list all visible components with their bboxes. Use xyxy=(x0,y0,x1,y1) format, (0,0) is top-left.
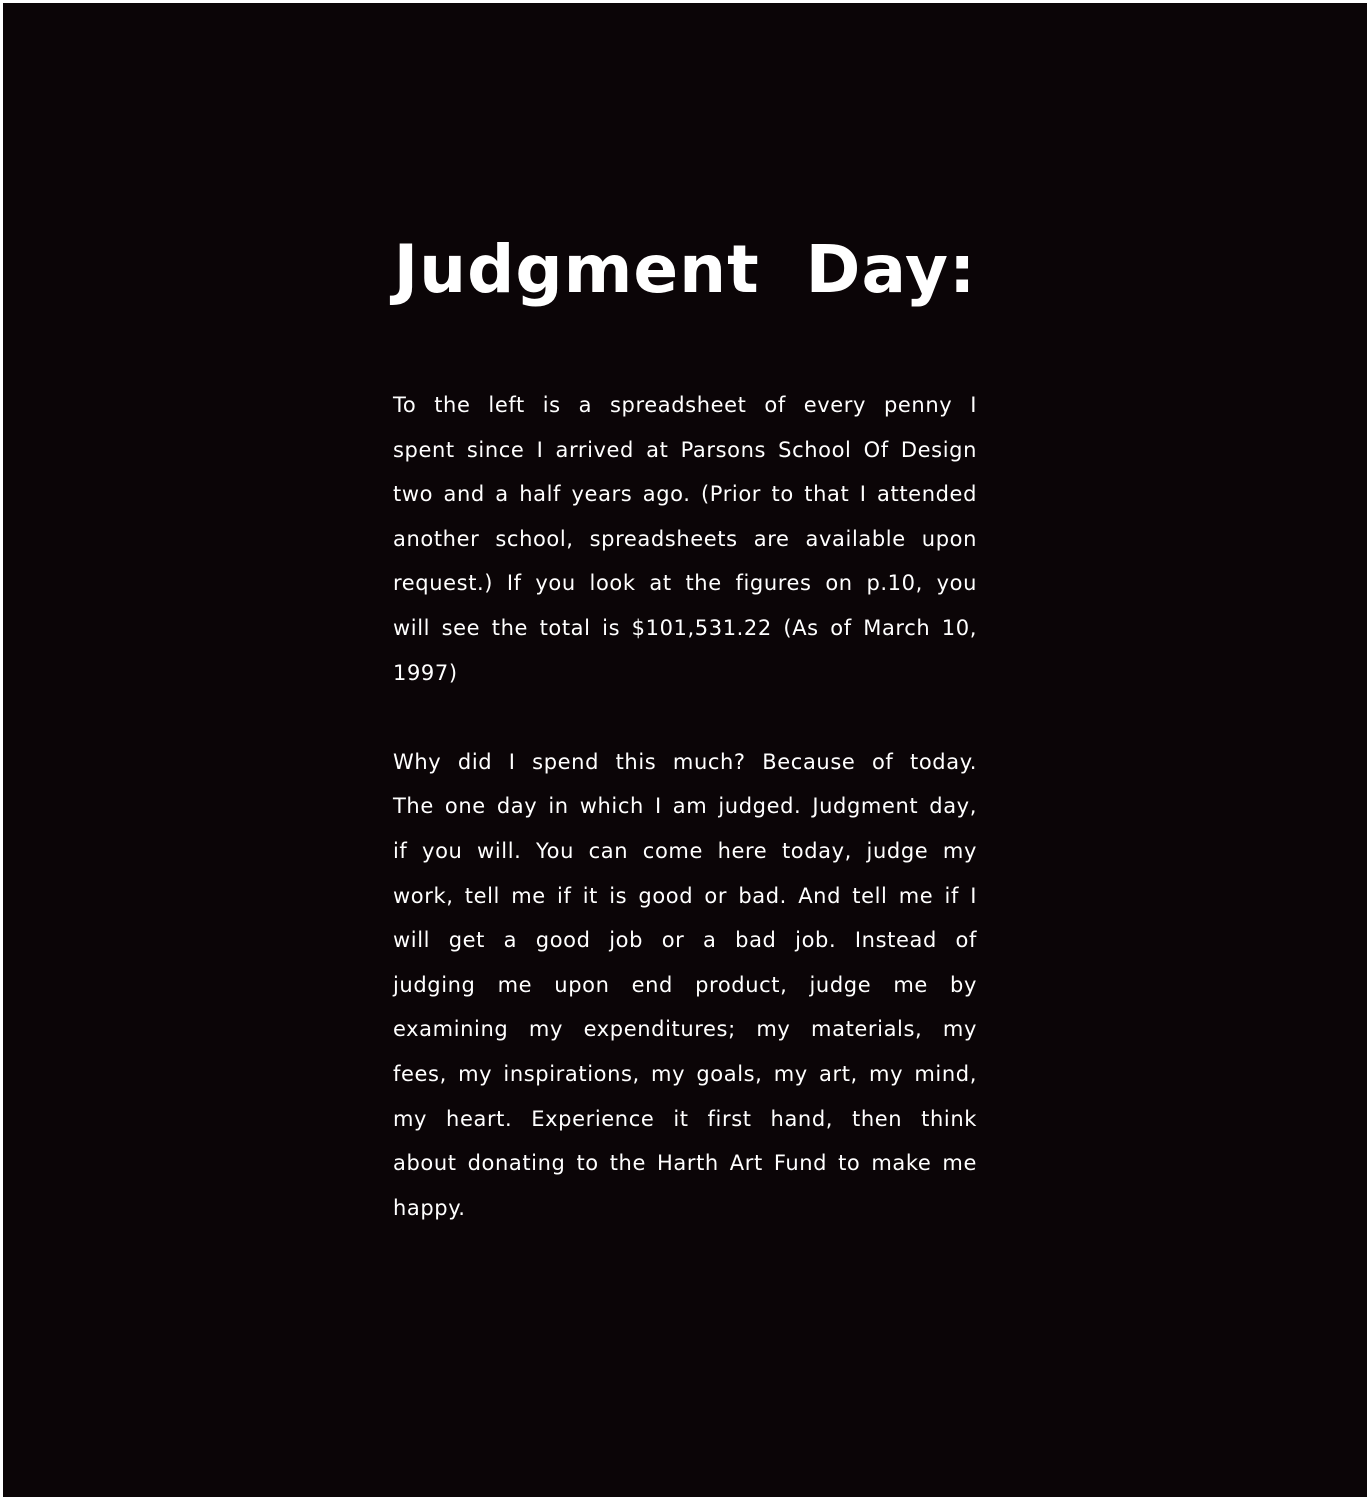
paragraph-judgment: Why did I spend this much? Because of today. The one day in which I am judged. Judgment day, if you will. You can come here today, judge my work, tell me if it is good or bad. And tell me if I will get a good job or a bad job. Instead of judging me upon end product, judge me by examining my expenditures; my materials, my fees, my inspirations, my goals, my art, my mind, my heart. Experience it first hand, then think about donating to the Harth Art Fund to make me happy. xyxy=(393,749,977,1220)
page-title: Judgment Day: xyxy=(393,231,977,308)
paragraph-spreadsheet: To the left is a spreadsheet of every penny I spent since I arrived at Parsons School Of Design two and a half years ago. (Prior to that I attended another school, spreadsheets are available upon request.) If you look at the figures on p.10, you will see the total is $101,531.22 (As of March 10, 1997) xyxy=(393,393,977,685)
document-panel xyxy=(3,3,1367,1497)
body-text xyxy=(393,383,977,1230)
